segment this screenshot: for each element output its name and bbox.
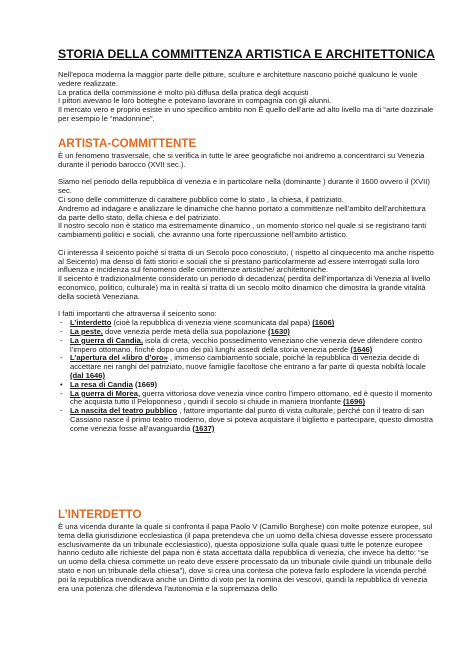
bullet-marker: - bbox=[60, 326, 63, 336]
intro-line: Nell’epoca moderna la maggior parte delle pitture, sculture e architetture nascono poiché qualcuno le vuole vedere realizzate. bbox=[58, 70, 418, 88]
event-label: La nascita del teatro pubblico bbox=[70, 406, 178, 416]
paragraph: È un fenomeno trasversale, che si verifica in tutte le aree geografiche noi andremo a concentrarci su Venezia durante il periodo barocco (XVII sec.). bbox=[58, 151, 425, 169]
intro-line: Il mercato vero e proprio esiste in uno specifico ambito non È quello dell’arte ad alto livello ma di “arte dozzinale per esempio le “madonnine”. bbox=[58, 105, 434, 123]
intro-line: I pittori avevano le loro botteghe e potevano lavorare in compagnia con gli alunni. bbox=[58, 96, 332, 106]
event-year: (1669) bbox=[135, 379, 157, 389]
list-item bbox=[58, 354, 434, 380]
bullet-marker: - bbox=[60, 335, 63, 345]
list-item bbox=[58, 407, 434, 433]
list-item bbox=[58, 337, 434, 355]
event-year: (1646) bbox=[350, 344, 373, 354]
section2-body bbox=[58, 523, 434, 593]
event-label: La peste, bbox=[70, 326, 103, 336]
events-list bbox=[58, 319, 434, 433]
event-year: (1630) bbox=[268, 326, 290, 336]
paragraph: Andremo ad indagare e analizzare le dinamiche che hanno portato a committenze nell’ambito dell’architettura da parte dello stato, della chiesa e del patriziato. bbox=[58, 203, 426, 222]
intro-paragraphs bbox=[58, 71, 434, 124]
paragraph: Ci sono delle committenze di carattere pubblico come lo stato , la chiesa, il patriziato. bbox=[58, 194, 344, 204]
paragraph: Ci interessa il seicento poiché si tratta di un Secolo poco conosciuto, ( rispetto al cinquecento ma anche rispetto al Seicento) ma denso di fatti storici e sociali che si prestano particolarmente ad essere interrogati sulla loro influenza e incidenza sul fenomeno delle committenze artistiche/ architettoniche. bbox=[58, 247, 434, 275]
event-year: (1696) bbox=[343, 397, 366, 407]
intro-line: La pratica della commissione è molto più diffusa della pratica degli acquisti bbox=[58, 87, 309, 97]
event-label: La resa di Candia bbox=[70, 379, 133, 389]
event-text: isola di creta, vecchio possedimento veneziano che venezia deve difendere contro l’impero ottomano, finché dopo uno dei più lunghi assedi della storia venezia perde bbox=[70, 335, 423, 354]
paragraph: Il nostro secolo non è statico ma estremamente dinamico , un momento storico nel quale si se registrano tanti cambiamenti politici e sociali, che avranno una forte ripercussione nell’ambito artistico. bbox=[58, 221, 427, 240]
paragraph: È una vicenda durante la quale si confronta il papa Paolo V (Camillo Borghese) con molte potenze europee, sul tema della giurisdizione ecclesiastica (il papa pretendeva che un uomo della chiesa dovesse essere processato esclusivamente da un tribunale ecclesiastico), questa opposizione sulla quale quasi tutte le potenze europee hanno ceduto alle richieste del papa non è stata accettata dalla repubblica di venezia, che invece ha detto: “se un uomo della chiesa commette un reato deve essere processato da un tribunale civile quindi un tribunale dello stato e non un tribunale della chiesa”), dove si crea una contesa che poteva farlo esplodere la vicenda perché poi la repubblica rivendicava anche un Diritto di voto per la nomina dei vescovi, quindi la repubblica di venezia era una potenza che difendeva l’autonomia e la supremazia dello bbox=[58, 522, 433, 593]
event-label: La guerra di Morea, bbox=[70, 388, 141, 398]
event-label: L’apertura del «libro d’oro» bbox=[70, 353, 168, 363]
paragraph: Siamo nel periodo della repubblica di venezia e in particolare nella (dominante ) durante il 1600 ovvero il (XVII) sec. bbox=[58, 177, 430, 196]
bullet-marker: - bbox=[60, 406, 63, 416]
event-text: guerra vittoriosa dove venezia vince contro l’impero ottomano, ed è questo il momento che acquista tutto il Peloponneso , quindi il secolo si chiude in maniera trionfante bbox=[70, 388, 433, 407]
event-text: , immenso cambiamento sociale, poiché la repubblica di venezia decide di accettare nei ranghi del patriziato, nuove famiglie facoltose che entrano a far parte di questa nobiltà locale bbox=[70, 353, 426, 372]
section1-body bbox=[58, 152, 434, 434]
document-title: STORIA DELLA COMMITTENZA ARTISTICA E ARCHITETTONICA bbox=[58, 47, 436, 61]
event-label: La guerra di Candia, bbox=[70, 335, 144, 345]
bullet-marker: • bbox=[60, 379, 63, 389]
event-year: (1606) bbox=[312, 318, 335, 328]
event-label: L’interdetto bbox=[70, 318, 112, 328]
event-text: (cioè la repubblica di venezia viene scomunicata dal papa) bbox=[111, 318, 313, 328]
section-heading-interdetto: L’INTERDETTO bbox=[58, 508, 142, 521]
event-text: , fattore importante dal punto di vista culturale, perché con il teatro di san Cassiano nasce il primo teatro moderno, dove si poteva acquistare il biglietto e partecipare, questo dimostra come venezia fosse all’avanguardia bbox=[70, 406, 434, 433]
bullet-marker: - bbox=[60, 318, 63, 328]
event-text: dove venezia perde metà della sua popolazione bbox=[102, 326, 268, 336]
event-year: (dal 1646) bbox=[70, 370, 106, 380]
events-intro: I fatti importanti che attraversa il seicento sono: bbox=[58, 309, 217, 319]
list-item bbox=[58, 390, 434, 408]
bullet-marker: - bbox=[60, 388, 63, 398]
section-heading-artista-committente: ARTISTA-COMMITTENTE bbox=[58, 137, 197, 150]
bullet-marker: - bbox=[60, 353, 63, 363]
event-year: (1637) bbox=[192, 423, 215, 433]
paragraph: Il seicento è tradizionalmente considerato un periodo di decadenza( perdita dell’importanza di Venezia al livello economico, politico, culturale) ma in realtà si tratta di un secolo molto dinamico che dimostra la grande vitalità della società Veneziana. bbox=[58, 274, 431, 301]
